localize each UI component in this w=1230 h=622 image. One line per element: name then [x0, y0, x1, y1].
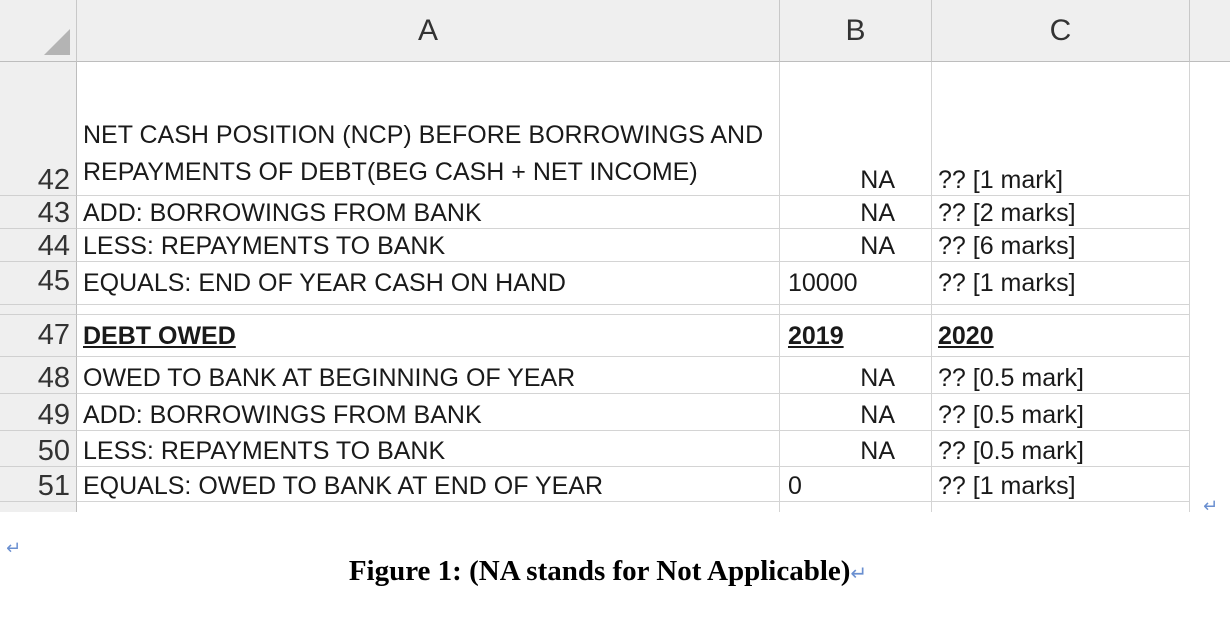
cell-b47[interactable]: 2019: [780, 315, 932, 357]
cell-a42[interactable]: NET CASH POSITION (NCP) BEFORE BORROWINGS AND REPAYMENTS OF DEBT(BEG CASH + NET INCOME): [77, 62, 780, 196]
cell-b44[interactable]: NA: [780, 229, 932, 262]
row-header-43[interactable]: 43: [0, 196, 77, 229]
cell-b42[interactable]: NA: [780, 62, 932, 196]
cell-b46[interactable]: [780, 305, 932, 315]
column-header-b[interactable]: B: [780, 0, 932, 62]
return-arrow-icon: ↵: [850, 561, 868, 585]
row-header-44[interactable]: 44: [0, 229, 77, 262]
cell-a44[interactable]: LESS: REPAYMENTS TO BANK: [77, 229, 780, 262]
cell-b51[interactable]: 0: [780, 467, 932, 502]
cell-c42[interactable]: ?? [1 mark]: [932, 62, 1190, 196]
select-all-corner[interactable]: [0, 0, 77, 62]
cell-a52[interactable]: [77, 502, 780, 512]
row-header-51[interactable]: 51: [0, 467, 77, 502]
figure-caption: Figure 1: (NA stands for Not Applicable)↵: [348, 555, 868, 587]
row-header-48[interactable]: 48: [0, 357, 77, 394]
row-header-52[interactable]: [0, 502, 77, 512]
column-header-c[interactable]: C: [932, 0, 1190, 62]
cell-a47[interactable]: DEBT OWED: [77, 315, 780, 357]
cell-c49[interactable]: ?? [0.5 mark]: [932, 394, 1190, 431]
cell-a43[interactable]: ADD: BORROWINGS FROM BANK: [77, 196, 780, 229]
cell-c43[interactable]: ?? [2 marks]: [932, 196, 1190, 229]
cell-a45[interactable]: EQUALS: END OF YEAR CASH ON HAND: [77, 262, 780, 305]
cell-c46[interactable]: [932, 305, 1190, 315]
cell-b48[interactable]: NA: [780, 357, 932, 394]
cell-a48[interactable]: OWED TO BANK AT BEGINNING OF YEAR: [77, 357, 780, 394]
cell-c47[interactable]: 2020: [932, 315, 1190, 357]
cell-a49[interactable]: ADD: BORROWINGS FROM BANK: [77, 394, 780, 431]
cell-c44[interactable]: ?? [6 marks]: [932, 229, 1190, 262]
cell-b52[interactable]: [780, 502, 932, 512]
cell-b43[interactable]: NA: [780, 196, 932, 229]
row-header-49[interactable]: 49: [0, 394, 77, 431]
column-header-d[interactable]: [1190, 0, 1230, 62]
cell-b45[interactable]: 10000: [780, 262, 932, 305]
cell-b50[interactable]: NA: [780, 431, 932, 467]
paragraph-mark: ↵: [6, 538, 22, 559]
cell-c45[interactable]: ?? [1 marks]: [932, 262, 1190, 305]
cell-a46[interactable]: [77, 305, 780, 315]
cell-c52[interactable]: [932, 502, 1190, 512]
cell-a50[interactable]: LESS: REPAYMENTS TO BANK: [77, 431, 780, 467]
row-header-42[interactable]: 42: [0, 62, 77, 196]
row-header-47[interactable]: 47: [0, 315, 77, 357]
cell-a51[interactable]: EQUALS: OWED TO BANK AT END OF YEAR: [77, 467, 780, 502]
select-all-triangle-icon: [44, 29, 70, 55]
row-header-46[interactable]: [0, 305, 77, 315]
cell-c48[interactable]: ?? [0.5 mark]: [932, 357, 1190, 394]
column-header-a[interactable]: A: [77, 0, 780, 62]
cell-c50[interactable]: ?? [0.5 mark]: [932, 431, 1190, 467]
cell-c51[interactable]: ?? [1 marks]: [932, 467, 1190, 502]
return-arrow-icon: ↵: [1203, 496, 1219, 517]
row-header-45[interactable]: 45: [0, 262, 77, 305]
cell-b49[interactable]: NA: [780, 394, 932, 431]
row-header-50[interactable]: 50: [0, 431, 77, 467]
